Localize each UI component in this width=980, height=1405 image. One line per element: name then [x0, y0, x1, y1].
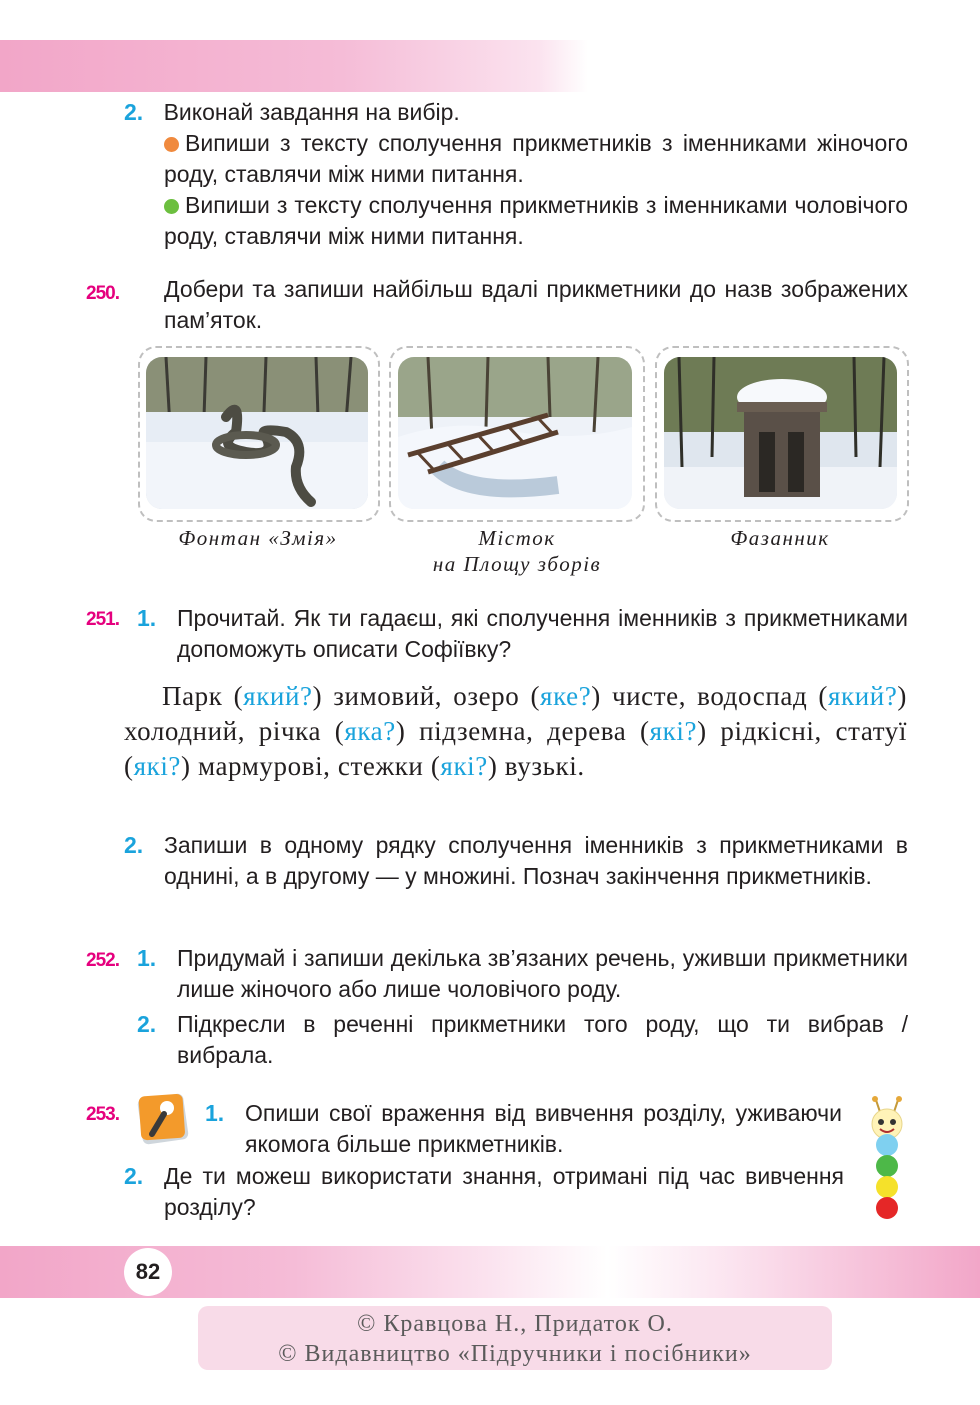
photo-caption-pavilion: Фазанник	[730, 526, 830, 550]
photo-pavilion	[664, 357, 897, 509]
exercise-250-text: Добери та запиши найбільш вдалі прикметники до назв зображених пам’яток.	[164, 276, 908, 333]
passage-question: яка?	[344, 716, 396, 746]
exercise-251-passage	[124, 679, 907, 784]
caterpillar-icon	[858, 1092, 916, 1222]
header-band	[0, 40, 980, 92]
photo-fountain-snake	[146, 357, 368, 509]
green-dot-icon	[164, 199, 179, 214]
passage-text: ) вузькі.	[487, 751, 585, 781]
task-prev-option-green: Випиши з тексту сполучення прикметників з іменниками чоловічого роду, ставлячи між ними питання.	[164, 192, 908, 249]
photo-caption-bridge: Місток на Площу зборів	[432, 526, 602, 576]
passage-question: які?	[133, 751, 182, 781]
passage-text: ) підземна, дерева (	[395, 716, 650, 746]
passage-text: ) мармурові, стежки (	[181, 751, 441, 781]
task-prev	[124, 97, 908, 252]
photo-caption-fountain: Фонтан «Змія»	[178, 526, 338, 550]
exercise-252-step1-number: 1.	[137, 945, 157, 971]
copyright-line-2: © Видавництво «Підручники і посібники»	[278, 1341, 752, 1367]
exercise-253-step1-text: Опиши свої враження від вивчення розділу, уживаючи якомога більше прикметників.	[245, 1100, 842, 1157]
copyright-box	[198, 1306, 832, 1370]
exercise-251-step1-number: 1.	[137, 605, 157, 631]
orange-dot-icon	[164, 137, 179, 152]
exercise-252-step2-number: 2.	[137, 1011, 157, 1037]
microphone-icon	[134, 1090, 192, 1146]
exercise-251-number: 251.	[86, 609, 119, 630]
exercise-253-step2-text: Де ти можеш використати знання, отримані під час вивчення розділу?	[164, 1163, 844, 1220]
passage-question: яке?	[540, 681, 592, 711]
task-prev-title: Виконай завдання на вибір.	[163, 99, 460, 125]
passage-question: який?	[243, 681, 313, 711]
passage-text: Парк (	[162, 681, 244, 711]
page-number: 82	[124, 1248, 172, 1296]
exercise-251-step1-text: Прочитай. Як ти гадаєш, які сполучення іменників з прикметниками допоможуть описати Софіївку?	[177, 605, 908, 662]
exercise-252-step2-text: Підкресли в реченні прикметники того роду, що ти вибрав / вибрала.	[177, 1011, 908, 1068]
exercise-253-step1-number: 1.	[205, 1100, 225, 1126]
task-prev-number: 2.	[124, 99, 144, 125]
passage-text: ) чисте, водоспад (	[591, 681, 828, 711]
exercise-251-step2-text: Запиши в одному рядку сполучення іменників з прикметниками в однині, а в другому — у множині. Познач закінчення прикметників.	[164, 832, 908, 889]
passage-text: ) холодний, річка (	[124, 681, 907, 746]
copyright-line-1: © Кравцова Н., Придаток О.	[357, 1311, 673, 1337]
exercise-251-step2-number: 2.	[124, 832, 144, 858]
photo-bridge	[398, 357, 632, 509]
passage-text: ) рідкісні, статуї (	[124, 716, 907, 781]
passage-question: які?	[440, 751, 488, 781]
exercise-252-step1-text: Придумай і запиши декілька зв’язаних речень, уживши прикметники лише жіночого або лише чоловічого роду.	[177, 945, 908, 1002]
exercise-250-number: 250.	[86, 283, 119, 304]
exercise-252-number: 252.	[86, 950, 119, 971]
exercise-253-number: 253.	[86, 1104, 119, 1125]
exercise-253-step2-number: 2.	[124, 1163, 144, 1189]
passage-question: який?	[827, 681, 898, 711]
passage-text: ) зимовий, озеро (	[312, 681, 541, 711]
passage-question: які?	[649, 716, 698, 746]
task-prev-option-orange: Випиши з тексту сполучення прикметників з іменниками жіночого роду, ставлячи між ними питання.	[164, 130, 908, 187]
